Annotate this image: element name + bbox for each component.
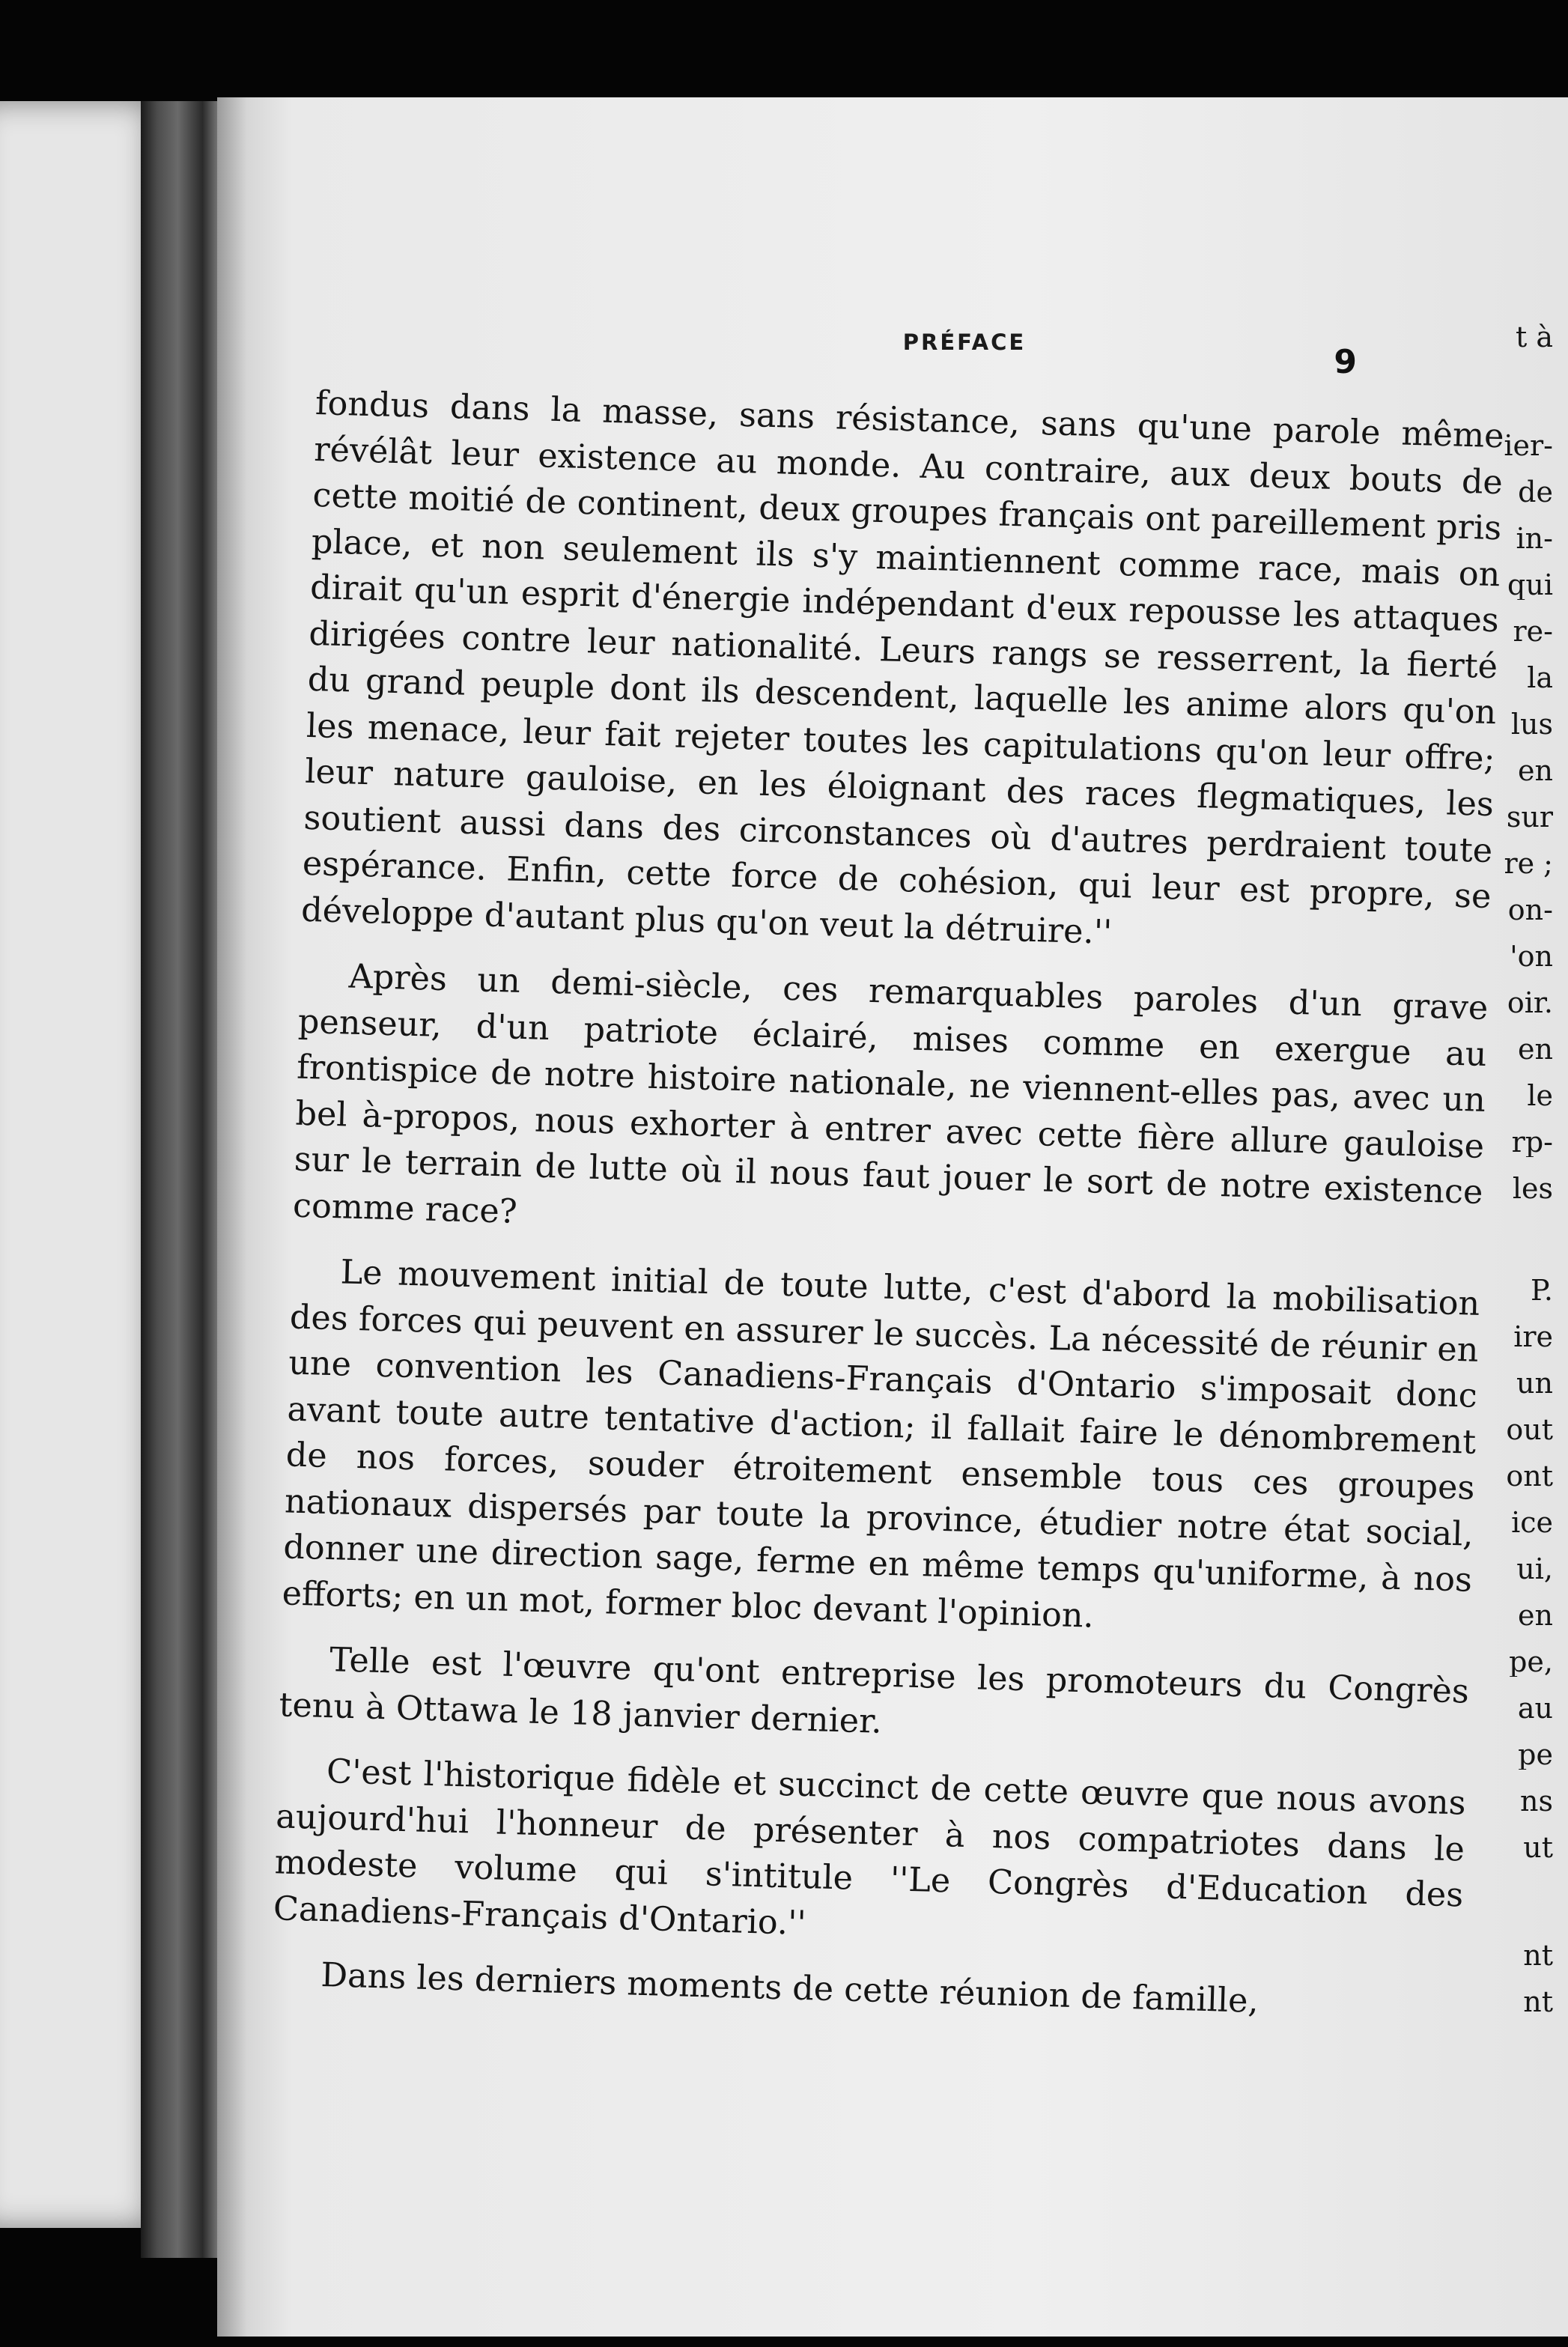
edge-fragment: les	[1512, 1174, 1553, 1203]
edge-fragment: ice	[1511, 1508, 1553, 1537]
edge-fragment: nt	[1523, 1987, 1553, 2017]
edge-fragment: en	[1518, 1600, 1553, 1630]
body-text	[271, 380, 1505, 2030]
paragraph: Telle est l'œuvre qu'ont entreprise les promoteurs du Congrès tenu à Ottawa le 18 janvier dernier.	[278, 1641, 1470, 1741]
edge-fragment: re ;	[1504, 848, 1553, 878]
edge-fragment: le	[1527, 1081, 1553, 1111]
paragraph: C'est l'historique fidèle et succinct de cette œuvre que nous avons aujourd'hui l'honneur de présenter à nos compatriotes dans le modeste volume qui s'intitule ''Le Congrès d'Education des Canadiens-Français d'Ontario.''	[273, 1752, 1467, 1943]
edge-fragment: ire	[1513, 1322, 1553, 1352]
edge-fragment: ut	[1523, 1833, 1553, 1862]
edge-fragment: rp-	[1511, 1127, 1553, 1157]
edge-fragment: pe	[1518, 1740, 1553, 1770]
edge-fragment: la	[1527, 663, 1553, 693]
edge-fragment: ns	[1520, 1786, 1553, 1816]
book-gutter	[141, 101, 223, 2258]
edge-fragment: out	[1506, 1415, 1553, 1445]
edge-fragment: in-	[1516, 523, 1553, 553]
edge-fragment: de	[1518, 477, 1553, 507]
edge-fragment: en	[1518, 1034, 1553, 1064]
edge-fragment: en	[1518, 756, 1553, 786]
edge-fragment: au	[1517, 1693, 1553, 1723]
paragraph: Après un demi-siècle, ces remarquables paroles d'un grave penseur, d'un patriote éclairé, mises comme en exergue au frontispice de notre histoire nationale, ne viennent-elles pas, avec un bel à-propos, nous exhorter à entrer avec cette fière allure gauloise sur le terrain de lutte où il nous faut jouer le sort de notre existence comme race?	[292, 957, 1489, 1231]
edge-fragment: pe,	[1509, 1647, 1553, 1677]
edge-fragment: lus	[1510, 709, 1553, 739]
paragraph: fondus dans la masse, sans résistance, sans qu'une parole même révélât leur existence au monde. Au contraire, aux deux bouts de cette moitié de continent, deux groupes français ont pareillement pris place, et non seulement ils s'y maintiennent comme race, mais on dirait qu'un esprit d'énergie indépendant d'eux repousse les attaques dirigées contre leur nationalité. Leurs rangs se resserrent, la fierté du grand peuple dont ils descendent, laquelle les anime alors qu'on les menace, leur fait rejeter toutes les capitulations qu'on leur offre; leur nature gauloise, en les éloignant des races flegmatiques, les soutient aussi dans des circonstances où d'autres perdraient toute espérance. Enfin, cette force de cohésion, qui leur est propre, se développe d'autant plus qu'on veut la détruire.''	[300, 383, 1505, 952]
edge-fragment: oir.	[1507, 988, 1553, 1018]
edge-fragment: un	[1516, 1368, 1553, 1398]
edge-fragment: t à	[1515, 322, 1553, 352]
edge-fragment: on-	[1507, 895, 1553, 925]
edge-fragment: ui,	[1516, 1554, 1553, 1584]
book-page	[217, 97, 1568, 2337]
edge-fragment: sur	[1506, 802, 1553, 832]
edge-fragment: ier-	[1504, 431, 1553, 461]
running-head: PRÉFACE	[902, 330, 1027, 355]
edge-fragment: nt	[1523, 1940, 1553, 1970]
page-number: 9	[1334, 343, 1357, 381]
edge-fragment: ont	[1506, 1461, 1553, 1491]
edge-fragment: qui	[1507, 570, 1553, 600]
edge-fragment: P.	[1531, 1275, 1553, 1305]
edge-fragment: re-	[1513, 616, 1553, 646]
paragraph: Dans les derniers moments de cette réunion de famille,	[320, 1956, 1259, 2020]
paragraph: Le mouvement initial de toute lutte, c'est d'abord la mobilisation des forces qui peuvent en assurer le succès. La nécessité de réunir en une convention les Canadiens-Français d'Ontario s'imposait donc avant toute autre tentative d'action; il fallait faire le dénombrement de nos forces, souder étroitement ensemble tous ces groupes nationaux dispersés par toute la province, étudier notre état social, donner une direction sage, ferme en même temps qu'uniforme, à nos efforts; en un mot, former bloc devant l'opinion.	[282, 1253, 1480, 1636]
edge-fragment: 'on	[1510, 941, 1553, 971]
